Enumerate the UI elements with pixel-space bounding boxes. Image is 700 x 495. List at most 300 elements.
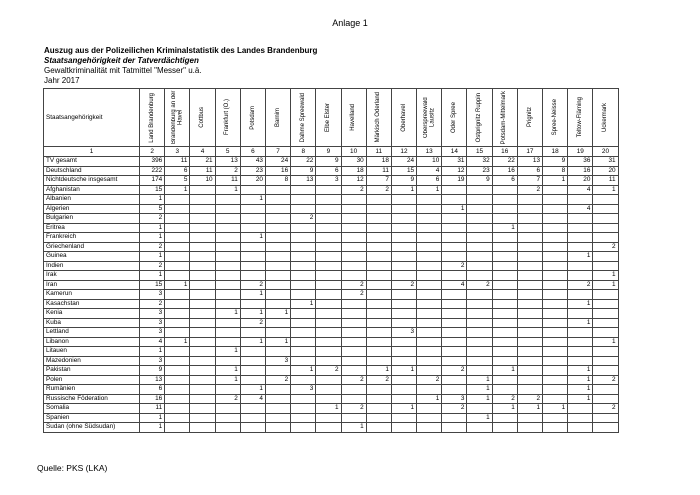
table-cell <box>517 290 542 300</box>
table-cell <box>240 214 265 224</box>
table-cell <box>593 385 618 395</box>
table-cell: 2 <box>593 242 618 252</box>
table-cell <box>190 299 215 309</box>
table-row <box>44 356 619 366</box>
table-cell <box>341 195 366 205</box>
row-label: Polen <box>44 375 140 385</box>
table-cell <box>265 394 290 404</box>
table-row <box>44 366 619 376</box>
row-label: Russische Föderation <box>44 394 140 404</box>
table-cell <box>165 195 190 205</box>
table-cell: 1 <box>341 423 366 433</box>
table-cell <box>492 214 517 224</box>
table-cell: 1 <box>366 366 391 376</box>
header-nationality: Staatsangehörigkeit <box>44 89 140 147</box>
table-cell <box>517 280 542 290</box>
table-cell <box>240 299 265 309</box>
table-cell: 2 <box>568 280 593 290</box>
table-cell <box>543 204 568 214</box>
table-cell <box>442 375 467 385</box>
table-cell <box>316 214 341 224</box>
column-number: 16 <box>492 147 517 157</box>
table-cell: 1 <box>215 366 240 376</box>
table-cell <box>593 214 618 224</box>
table-cell: 16 <box>140 394 165 404</box>
document-header <box>44 46 317 86</box>
table-cell: 2 <box>316 366 341 376</box>
table-cell <box>593 318 618 328</box>
table-cell <box>316 261 341 271</box>
table-cell <box>391 337 416 347</box>
table-cell <box>366 252 391 262</box>
table-cell: 11 <box>140 404 165 414</box>
table-cell <box>442 233 467 243</box>
column-header <box>467 89 492 147</box>
column-header <box>140 89 165 147</box>
table-cell: 2 <box>442 366 467 376</box>
table-cell <box>467 356 492 366</box>
table-cell <box>543 290 568 300</box>
table-cell <box>593 261 618 271</box>
table-cell: 11 <box>215 176 240 186</box>
table-cell <box>215 214 240 224</box>
table-cell: 20 <box>568 176 593 186</box>
table-cell <box>417 318 442 328</box>
table-row <box>44 404 619 414</box>
table-cell: 1 <box>240 290 265 300</box>
table-cell <box>417 299 442 309</box>
table-cell <box>291 394 316 404</box>
table-cell <box>442 185 467 195</box>
column-number: 4 <box>190 147 215 157</box>
table-cell <box>240 271 265 281</box>
table-cell <box>467 309 492 319</box>
table-cell: 2 <box>140 299 165 309</box>
table-row <box>44 385 619 395</box>
table-cell <box>165 423 190 433</box>
table-cell <box>265 299 290 309</box>
row-label: Mazedonien <box>44 356 140 366</box>
table-cell <box>165 328 190 338</box>
column-header-label: Barnim <box>274 107 281 127</box>
table-cell: 1 <box>215 375 240 385</box>
table-cell: 1 <box>240 337 265 347</box>
table-cell: 174 <box>140 176 165 186</box>
table-row <box>44 299 619 309</box>
column-header <box>265 89 290 147</box>
table-cell <box>366 309 391 319</box>
table-cell <box>517 423 542 433</box>
row-label: Kuba <box>44 318 140 328</box>
table-cell: 22 <box>291 157 316 167</box>
table-cell <box>265 385 290 395</box>
table-cell: 1 <box>165 185 190 195</box>
table-cell <box>543 299 568 309</box>
table-cell <box>291 375 316 385</box>
table-cell: 43 <box>240 157 265 167</box>
report-scope: Gewaltkriminalität mit Tatmittel "Messer" u.ä. <box>44 66 202 75</box>
table-cell <box>240 223 265 233</box>
table-cell <box>543 223 568 233</box>
table-cell: 2 <box>467 280 492 290</box>
column-header-label: Oberhavel <box>400 103 407 132</box>
table-cell <box>215 404 240 414</box>
table-cell <box>391 394 416 404</box>
table-cell: 4 <box>417 166 442 176</box>
table-cell <box>190 195 215 205</box>
row-label: Nichtdeutsche insgesamt <box>44 176 140 186</box>
table-cell <box>467 290 492 300</box>
table-cell <box>442 242 467 252</box>
table-cell: 20 <box>593 166 618 176</box>
row-label: Lettland <box>44 328 140 338</box>
table-cell: 1 <box>593 185 618 195</box>
table-cell <box>316 195 341 205</box>
table-cell <box>543 423 568 433</box>
table-cell: 8 <box>265 176 290 186</box>
table-cell <box>316 394 341 404</box>
table-cell: 24 <box>391 157 416 167</box>
table-header-row <box>44 89 619 147</box>
table-cell <box>593 394 618 404</box>
row-label: Iran <box>44 280 140 290</box>
table-cell <box>593 223 618 233</box>
table-cell: 1 <box>391 366 416 376</box>
table-cell <box>316 423 341 433</box>
column-header <box>442 89 467 147</box>
table-cell <box>593 423 618 433</box>
row-label: Afghanistan <box>44 185 140 195</box>
table-cell <box>291 185 316 195</box>
report-year: Jahr 2017 <box>44 76 80 85</box>
table-cell: 4 <box>568 185 593 195</box>
column-number: 1 <box>44 147 140 157</box>
table-cell: 9 <box>391 176 416 186</box>
table-row <box>44 204 619 214</box>
table-cell <box>467 252 492 262</box>
table-cell <box>568 328 593 338</box>
column-header-label: Dahme Spreewald <box>299 92 306 143</box>
table-row <box>44 185 619 195</box>
table-cell <box>467 337 492 347</box>
table-cell <box>467 195 492 205</box>
table-cell: 13 <box>140 375 165 385</box>
table-row <box>44 176 619 186</box>
table-cell <box>190 271 215 281</box>
table-cell <box>165 261 190 271</box>
table-cell <box>316 375 341 385</box>
table-cell: 12 <box>442 166 467 176</box>
column-number: 6 <box>240 147 265 157</box>
table-cell <box>442 347 467 357</box>
table-cell <box>341 318 366 328</box>
table-cell: 2 <box>341 375 366 385</box>
table-cell <box>568 290 593 300</box>
table-cell <box>442 223 467 233</box>
table-cell <box>543 375 568 385</box>
row-label: Indien <box>44 261 140 271</box>
table-cell <box>240 204 265 214</box>
table-cell <box>467 347 492 357</box>
table-cell <box>417 423 442 433</box>
table-cell <box>442 413 467 423</box>
table-cell <box>366 223 391 233</box>
table-cell <box>316 223 341 233</box>
table-cell <box>492 280 517 290</box>
table-cell: 1 <box>140 271 165 281</box>
table-cell <box>240 242 265 252</box>
table-cell <box>467 328 492 338</box>
row-label: Pakistan <box>44 366 140 376</box>
table-cell <box>190 214 215 224</box>
table-cell: 3 <box>140 356 165 366</box>
table-cell <box>391 309 416 319</box>
table-cell <box>593 290 618 300</box>
table-cell <box>517 233 542 243</box>
table-cell <box>240 375 265 385</box>
table-cell <box>215 385 240 395</box>
table-cell <box>240 423 265 433</box>
table-row <box>44 423 619 433</box>
table-cell <box>291 280 316 290</box>
table-cell <box>265 204 290 214</box>
table-cell <box>265 223 290 233</box>
column-header-label: Oberspreewald Lausitz <box>422 97 436 138</box>
table-cell <box>517 261 542 271</box>
table-cell <box>543 413 568 423</box>
table-cell <box>341 252 366 262</box>
column-number: 9 <box>316 147 341 157</box>
table-cell: 11 <box>165 157 190 167</box>
table-cell <box>190 328 215 338</box>
table-cell <box>190 280 215 290</box>
table-cell: 3 <box>140 290 165 300</box>
table-cell: 222 <box>140 166 165 176</box>
table-cell <box>215 337 240 347</box>
table-cell: 1 <box>467 385 492 395</box>
table-row <box>44 233 619 243</box>
column-header <box>215 89 240 147</box>
table-cell: 18 <box>366 157 391 167</box>
column-header-label: Oder Spree <box>451 101 457 134</box>
table-cell: 2 <box>391 280 416 290</box>
table-cell: 2 <box>341 404 366 414</box>
table-cell: 1 <box>568 318 593 328</box>
row-label: Irak <box>44 271 140 281</box>
table-cell: 9 <box>316 157 341 167</box>
row-label: Bulgarien <box>44 214 140 224</box>
column-header <box>417 89 442 147</box>
table-cell: 1 <box>517 404 542 414</box>
table-cell: 1 <box>140 252 165 262</box>
table-cell: 1 <box>316 404 341 414</box>
annex-label: Anlage 1 <box>332 18 368 28</box>
table-cell <box>165 223 190 233</box>
table-cell: 10 <box>417 157 442 167</box>
table-cell <box>467 366 492 376</box>
table-cell <box>543 242 568 252</box>
table-cell <box>341 214 366 224</box>
table-cell <box>190 290 215 300</box>
table-cell <box>391 385 416 395</box>
table-cell <box>391 204 416 214</box>
table-cell <box>240 185 265 195</box>
table-cell <box>442 318 467 328</box>
table-cell <box>492 233 517 243</box>
table-cell: 1 <box>140 413 165 423</box>
table-cell <box>366 318 391 328</box>
table-cell <box>366 280 391 290</box>
table-cell <box>316 299 341 309</box>
table-cell <box>291 252 316 262</box>
table-cell: 1 <box>240 309 265 319</box>
table-cell <box>391 413 416 423</box>
table-cell <box>568 404 593 414</box>
source-note: Quelle: PKS (LKA) <box>37 463 108 473</box>
table-cell <box>316 309 341 319</box>
table-cell <box>341 328 366 338</box>
table-cell <box>492 413 517 423</box>
report-title: Auszug aus der Polizeilichen Kriminalstatistik des Landes Brandenburg <box>44 46 318 55</box>
table-cell <box>417 337 442 347</box>
table-cell <box>593 252 618 262</box>
table-cell <box>492 385 517 395</box>
table-cell: 2 <box>240 280 265 290</box>
table-cell: 2 <box>341 280 366 290</box>
column-header-label: Land Brandenburg <box>148 92 155 143</box>
table-cell <box>316 347 341 357</box>
table-cell <box>366 413 391 423</box>
table-cell: 9 <box>543 157 568 167</box>
table-cell: 19 <box>442 176 467 186</box>
table-cell <box>593 366 618 376</box>
table-cell: 1 <box>265 337 290 347</box>
table-cell: 2 <box>140 242 165 252</box>
table-cell <box>291 290 316 300</box>
table-cell <box>291 204 316 214</box>
table-cell: 5 <box>165 176 190 186</box>
table-cell: 2 <box>215 394 240 404</box>
column-header <box>593 89 618 147</box>
table-cell <box>442 214 467 224</box>
table-cell <box>391 195 416 205</box>
row-label: TV gesamt <box>44 157 140 167</box>
row-label: Somalia <box>44 404 140 414</box>
table-cell <box>291 271 316 281</box>
table-cell <box>517 299 542 309</box>
table-cell: 22 <box>492 157 517 167</box>
table-cell <box>417 223 442 233</box>
table-cell <box>417 242 442 252</box>
table-row <box>44 375 619 385</box>
table-cell: 2 <box>417 375 442 385</box>
table-cell <box>543 214 568 224</box>
table-cell <box>467 242 492 252</box>
table-cell <box>593 309 618 319</box>
column-number: 14 <box>442 147 467 157</box>
table-cell <box>165 299 190 309</box>
table-cell <box>165 252 190 262</box>
table-cell <box>517 356 542 366</box>
table-cell <box>593 413 618 423</box>
table-cell <box>190 337 215 347</box>
table-cell <box>417 271 442 281</box>
table-cell <box>316 252 341 262</box>
table-cell: 13 <box>291 176 316 186</box>
table-cell <box>265 413 290 423</box>
table-cell <box>517 375 542 385</box>
table-cell <box>341 394 366 404</box>
table-cell <box>215 242 240 252</box>
table-row <box>44 214 619 224</box>
table-cell: 31 <box>442 157 467 167</box>
table-cell <box>593 299 618 309</box>
column-header-label: Teltow-Fläming <box>576 97 583 138</box>
table-cell <box>265 347 290 357</box>
table-cell: 3 <box>265 356 290 366</box>
table-cell <box>543 185 568 195</box>
table-cell <box>366 233 391 243</box>
table-cell: 2 <box>517 185 542 195</box>
row-label: Spanien <box>44 413 140 423</box>
column-header-label: Frankfurt (O.) <box>224 99 231 136</box>
table-cell <box>391 347 416 357</box>
table-cell <box>240 413 265 423</box>
table-cell <box>366 195 391 205</box>
table-cell <box>190 242 215 252</box>
column-number: 8 <box>291 147 316 157</box>
table-cell: 11 <box>366 166 391 176</box>
table-cell: 1 <box>593 280 618 290</box>
table-cell <box>165 214 190 224</box>
table-cell <box>316 280 341 290</box>
table-cell <box>442 328 467 338</box>
table-cell <box>517 242 542 252</box>
table-cell <box>291 337 316 347</box>
table-cell: 3 <box>140 328 165 338</box>
column-header <box>391 89 416 147</box>
table-cell <box>291 195 316 205</box>
table-cell <box>265 195 290 205</box>
table-cell: 2 <box>140 261 165 271</box>
table-cell <box>240 252 265 262</box>
table-cell <box>316 271 341 281</box>
table-cell <box>492 261 517 271</box>
table-cell <box>492 185 517 195</box>
column-header <box>190 89 215 147</box>
table-cell: 1 <box>568 366 593 376</box>
table-cell <box>417 356 442 366</box>
table-cell <box>391 318 416 328</box>
row-label: Frankreich <box>44 233 140 243</box>
table-cell <box>492 290 517 300</box>
table-cell <box>190 252 215 262</box>
column-header-label: Potsdam <box>249 105 256 130</box>
table-cell <box>165 309 190 319</box>
table-cell <box>165 385 190 395</box>
table-cell <box>190 309 215 319</box>
table-cell <box>568 242 593 252</box>
table-cell: 8 <box>543 166 568 176</box>
table-row <box>44 261 619 271</box>
table-cell <box>517 413 542 423</box>
table-cell <box>442 356 467 366</box>
table-cell: 5 <box>140 204 165 214</box>
column-number: 19 <box>568 147 593 157</box>
table-cell <box>341 233 366 243</box>
row-label: Litauen <box>44 347 140 357</box>
table-cell <box>366 404 391 414</box>
